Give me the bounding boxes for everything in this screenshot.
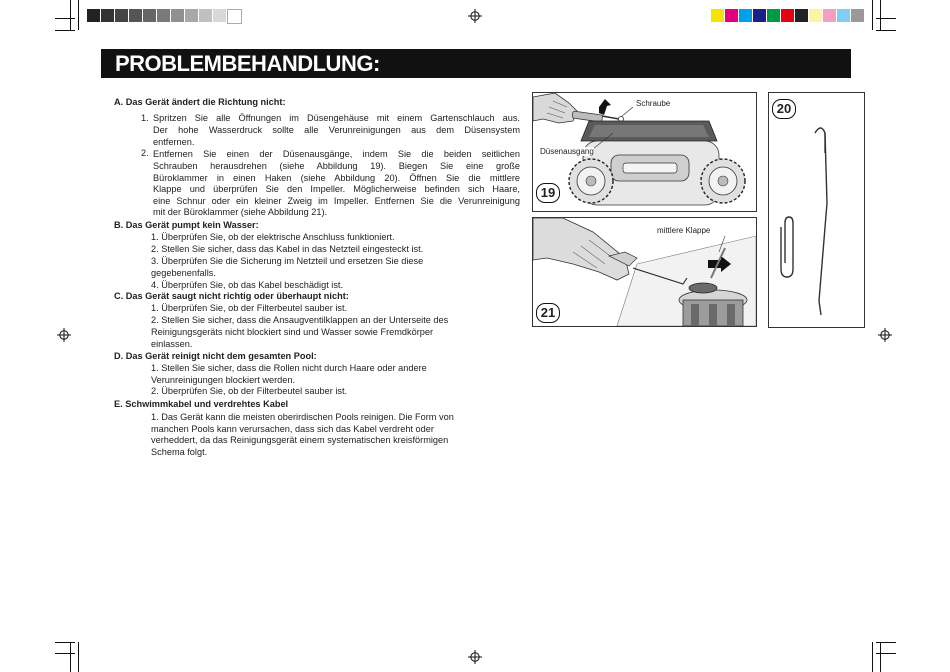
section-a-item2-line: Entfernen Sie einen der Düsenausgänge, indem Sie die beiden seitlichen <box>153 149 520 159</box>
process-color-swatch <box>823 9 836 22</box>
registration-mark-icon <box>468 650 482 664</box>
crop-mark <box>55 653 75 654</box>
crop-mark <box>872 0 873 30</box>
process-color-swatch <box>851 9 864 22</box>
crop-mark <box>55 30 75 31</box>
section-a-item2-line: eine Schnur oder ein kleiner Zweig im Impeller. Entfernen Sie die Verunreinigung <box>153 196 520 206</box>
section-b-line: gegebenenfalls. <box>151 268 216 278</box>
grayscale-swatch <box>101 9 114 22</box>
registration-mark-icon <box>468 9 482 23</box>
section-e-line: 1. Das Gerät kann die meisten oberirdischen Pools reinigen. Die Form von <box>151 412 454 422</box>
crop-mark <box>70 642 71 672</box>
crop-mark <box>78 642 79 672</box>
section-e-line: manchen Pools kann verursachen, dass sich das Kabel verdreht oder <box>151 424 434 434</box>
section-a-item1-number: 1. <box>141 113 149 123</box>
process-color-swatch <box>767 9 780 22</box>
registration-mark-icon <box>57 328 71 342</box>
section-b-line: 1. Überprüfen Sie, ob der elektrische Anschluss funktioniert. <box>151 232 395 242</box>
registration-mark-icon <box>878 328 892 342</box>
paperclip-icon <box>769 93 864 327</box>
section-c-line: 2. Stellen Sie sicher, dass die Ansaugventilklappen an der Unterseite des <box>151 315 449 325</box>
section-e-line: Schema folgt. <box>151 447 208 457</box>
section-c-line: 1. Überprüfen Sie, ob der Filterbeutel sauber ist. <box>151 303 348 313</box>
crop-mark <box>876 18 896 19</box>
grayscale-swatch <box>227 9 242 24</box>
figure-21 <box>532 217 757 327</box>
process-color-swatch <box>795 9 808 22</box>
section-a-heading: A. Das Gerät ändert die Richtung nicht: <box>114 97 286 107</box>
crop-mark <box>55 18 75 19</box>
process-color-swatch <box>739 9 752 22</box>
section-b-heading: B. Das Gerät pumpt kein Wasser: <box>114 220 259 230</box>
grayscale-swatch <box>185 9 198 22</box>
section-d-heading: D. Das Gerät reinigt nicht dem gesamten Pool: <box>114 351 317 361</box>
figure-19 <box>532 92 757 212</box>
section-d-line: 2. Überprüfen Sie, ob der Filterbeutel sauber ist. <box>151 386 348 396</box>
section-a-item2-line: mit der Büroklammer (siehe Abbildung 21). <box>153 207 328 217</box>
grayscale-swatch <box>199 9 212 22</box>
figure-21-number: 21 <box>536 303 560 323</box>
section-a-item2-line: Büroklammer in einen Haken (siehe Abbildung 20). Öffnen Sie die mittlere <box>153 173 520 183</box>
figure-19-nozzle-label: Düsenausgang <box>540 147 594 156</box>
page-title: PROBLEMBEHANDLUNG: <box>115 51 380 76</box>
process-color-swatch <box>809 9 822 22</box>
impeller-paperclip-illustration <box>533 218 756 326</box>
figure-19-number: 19 <box>536 183 560 203</box>
section-a-item1-line: entfernen. <box>153 137 195 147</box>
section-b-line: 4. Überprüfen Sie, ob das Kabel beschädigt ist. <box>151 280 344 290</box>
process-color-swatch <box>725 9 738 22</box>
page-header <box>101 49 851 78</box>
grayscale-swatch <box>87 9 100 22</box>
process-color-swatch <box>711 9 724 22</box>
section-a-item1-line: Der hohe Wasserdruck sollte alle Verunreinigungen aus dem Düsensystem <box>153 125 520 135</box>
crop-mark <box>55 642 75 643</box>
crop-mark <box>876 653 896 654</box>
figure-20-number: 20 <box>772 99 796 119</box>
process-color-swatch <box>837 9 850 22</box>
figure-20 <box>768 92 865 328</box>
section-c-line: Reinigungsgeräts nicht blockiert sind und Wasser sowie Fremdkörper <box>151 327 434 337</box>
crop-mark <box>880 0 881 30</box>
section-d-line: 1. Stellen Sie sicher, dass die Rollen nicht durch Haare oder andere <box>151 363 427 373</box>
process-color-swatch <box>753 9 766 22</box>
grayscale-swatch <box>171 9 184 22</box>
grayscale-swatch <box>157 9 170 22</box>
figure-19-screw-label: Schraube <box>636 99 671 108</box>
section-b-line: 2. Stellen Sie sicher, dass das Kabel in das Netzteil eingesteckt ist. <box>151 244 424 254</box>
grayscale-swatch <box>129 9 142 22</box>
section-e-line: verheddert, da das Reinigungsgerät einem systematischen kreisförmigen <box>151 435 449 445</box>
section-a-item2-line: Klappe und überprüfen Sie den Impeller. Möglicherweise befinden sich Haare, <box>153 184 520 194</box>
section-a-item2-line: Schrauben herausdrehen (siehe Abbildung 19). Biegen Sie eine große <box>153 161 520 171</box>
crop-mark <box>70 0 71 30</box>
crop-mark <box>880 642 881 672</box>
crop-mark <box>876 30 896 31</box>
section-a-item1-line: Spritzen Sie alle Öffnungen im Düsengehäuse mit einem Gartenschlauch aus. <box>153 113 520 123</box>
section-c-line: einlassen. <box>151 339 193 349</box>
crop-mark <box>876 642 896 643</box>
grayscale-swatch <box>115 9 128 22</box>
crop-mark <box>872 642 873 672</box>
grayscale-swatch <box>213 9 226 22</box>
section-a-item2-number: 2. <box>141 148 149 158</box>
section-e-heading: E. Schwimmkabel und verdrehtes Kabel <box>114 399 289 409</box>
section-d-line: Verunreinigungen blockiert werden. <box>151 375 296 385</box>
section-b-line: 3. Überprüfen Sie die Sicherung im Netzteil und ersetzen Sie diese <box>151 256 424 266</box>
grayscale-swatch <box>143 9 156 22</box>
section-c-heading: C. Das Gerät saugt nicht richtig oder überhaupt nicht: <box>114 291 349 301</box>
figure-21-flap-label: mittlere Klappe <box>657 226 711 235</box>
process-color-swatch <box>781 9 794 22</box>
crop-mark <box>78 0 79 30</box>
